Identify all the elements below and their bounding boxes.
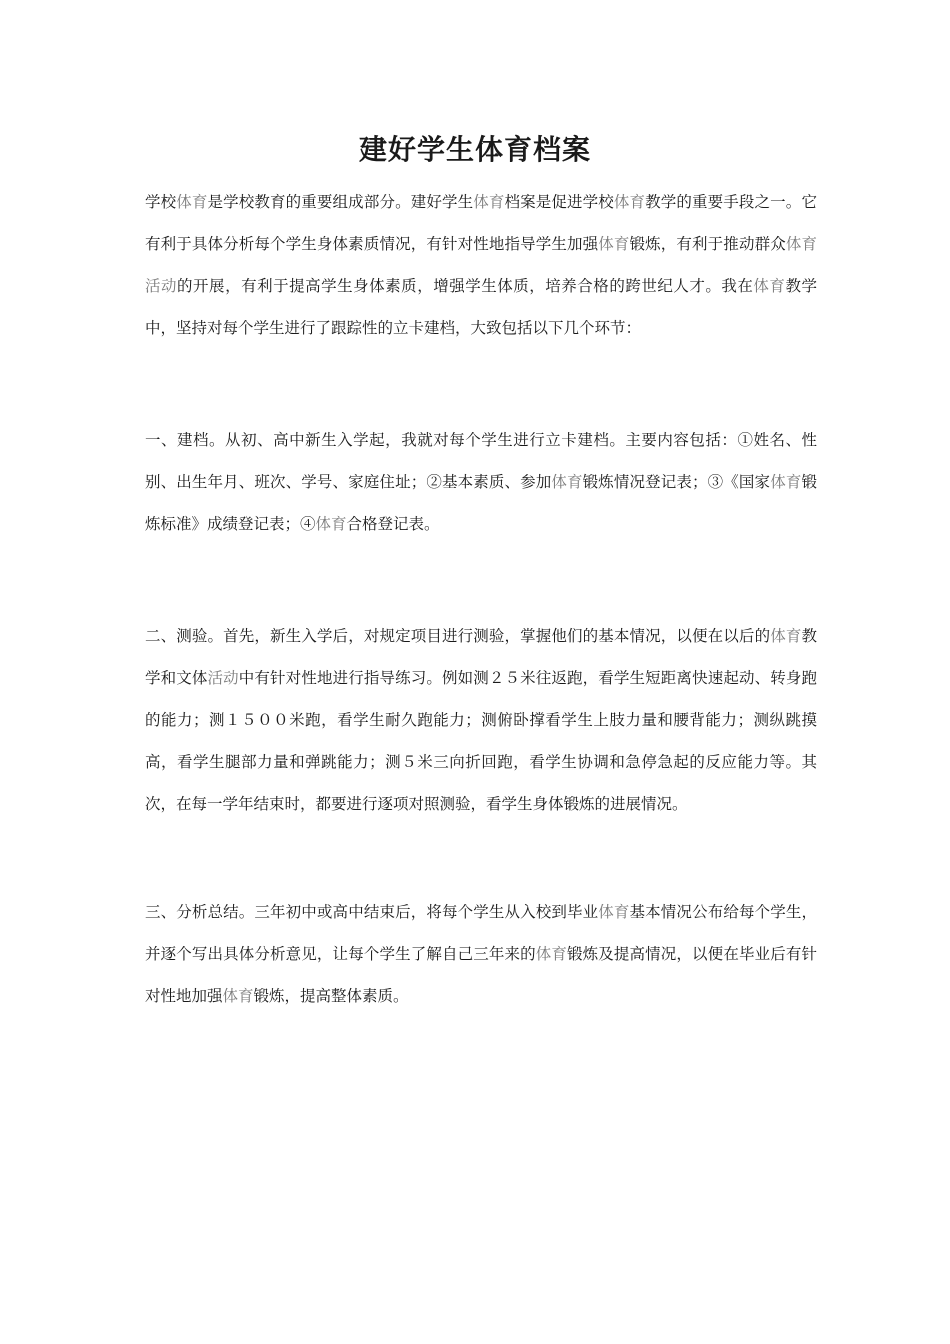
paragraph-text: 合格登记表。 xyxy=(346,515,440,533)
paragraph-text: 学校 xyxy=(145,193,177,211)
keyword-link-text: 体育 xyxy=(473,193,505,211)
keyword-link-text: 体育 xyxy=(315,515,347,533)
paragraph-text: 锻炼，有利于推动群众 xyxy=(629,235,786,253)
paragraph-text: 是学校教育的重要组成部分。建好学生 xyxy=(207,193,474,211)
keyword-link-text: 体育 xyxy=(753,277,786,295)
paragraph-intro xyxy=(145,181,817,349)
paragraph-section-one xyxy=(145,419,817,545)
page-title: 建好学生体育档案 xyxy=(358,133,591,166)
keyword-link-text: 体育 xyxy=(598,903,630,921)
paragraph-text: 三、分析总结。三年初中或高中结束后，将每个学生从入校到毕业 xyxy=(145,903,599,921)
paragraph-text: 教学和文体 xyxy=(145,627,817,687)
paragraph-text: 锻炼及提高情况，以便在毕业后有针对性地加强 xyxy=(145,945,817,1005)
paragraph-text: 锻炼情况登记表；③《国家 xyxy=(582,473,771,491)
paragraph-text: 二、测验。首先，新生入学后，对规定项目进行测验，掌握他们的基本情况，以便在以后的 xyxy=(145,627,771,645)
paragraph-text: 教学中，坚持对每个学生进行了跟踪性的立卡建档，大致包括以下几个环节： xyxy=(145,277,817,337)
paragraph-text: 档案是促进学校 xyxy=(504,193,614,211)
keyword-link-text: 体育 xyxy=(598,235,630,253)
paragraph-text: 中有针对性地进行指导练习。例如测２５米往返跑，看学生短距离快速起动、转身跑的能力；测１５００米跑，看学生耐久跑能力；测俯卧撑看学生上肢力量和腰背能力；测纵跳摸高，看学生腿部力量和弹跳能力；测５米三向折回跑，看学生协调和急停急起的反应能力等。其次，在每一学年结束时，都要进行逐项对照测验，看学生身体锻炼的进展情况。 xyxy=(145,669,817,813)
paragraph-section-two xyxy=(145,615,817,825)
paragraph-text: 的开展，有利于提高学生身体素质，增强学生体质，培养合格的跨世纪人才。我在 xyxy=(177,277,754,295)
paragraph-text: 锻炼标准》成绩登记表；④ xyxy=(145,473,817,533)
keyword-link-text: 体育 xyxy=(613,193,646,211)
paragraph-section-three xyxy=(145,891,817,1017)
keyword-link-text: 体育 xyxy=(176,193,208,211)
keyword-link-text: 体育 xyxy=(770,627,802,645)
keyword-link-text: 体育 xyxy=(770,473,802,491)
keyword-link-text: 活动 xyxy=(207,669,239,687)
paragraph-text: 教学的重要手段之一。它有利于具体分析每个学生身体素质情况，有针对性地指导学生加强 xyxy=(145,193,817,253)
keyword-link-text: 体育 xyxy=(551,473,583,491)
keyword-link-text: 体育 xyxy=(535,945,568,963)
paragraph-text: 锻炼，提高整体素质。 xyxy=(253,987,409,1005)
paragraph-text: 基本情况公布给每个学生，并逐个写出具体分析意见，让每个学生了解自己三年来的 xyxy=(145,903,817,963)
keyword-link-text: 体育 xyxy=(222,987,254,1005)
keyword-link-text: 体育活动 xyxy=(145,235,817,295)
paragraph-text: 一、建档。从初、高中新生入学起，我就对每个学生进行立卡建档。主要内容包括：①姓名、性别、出生年月、班次、学号、家庭住址；②基本素质、参加 xyxy=(145,431,817,491)
